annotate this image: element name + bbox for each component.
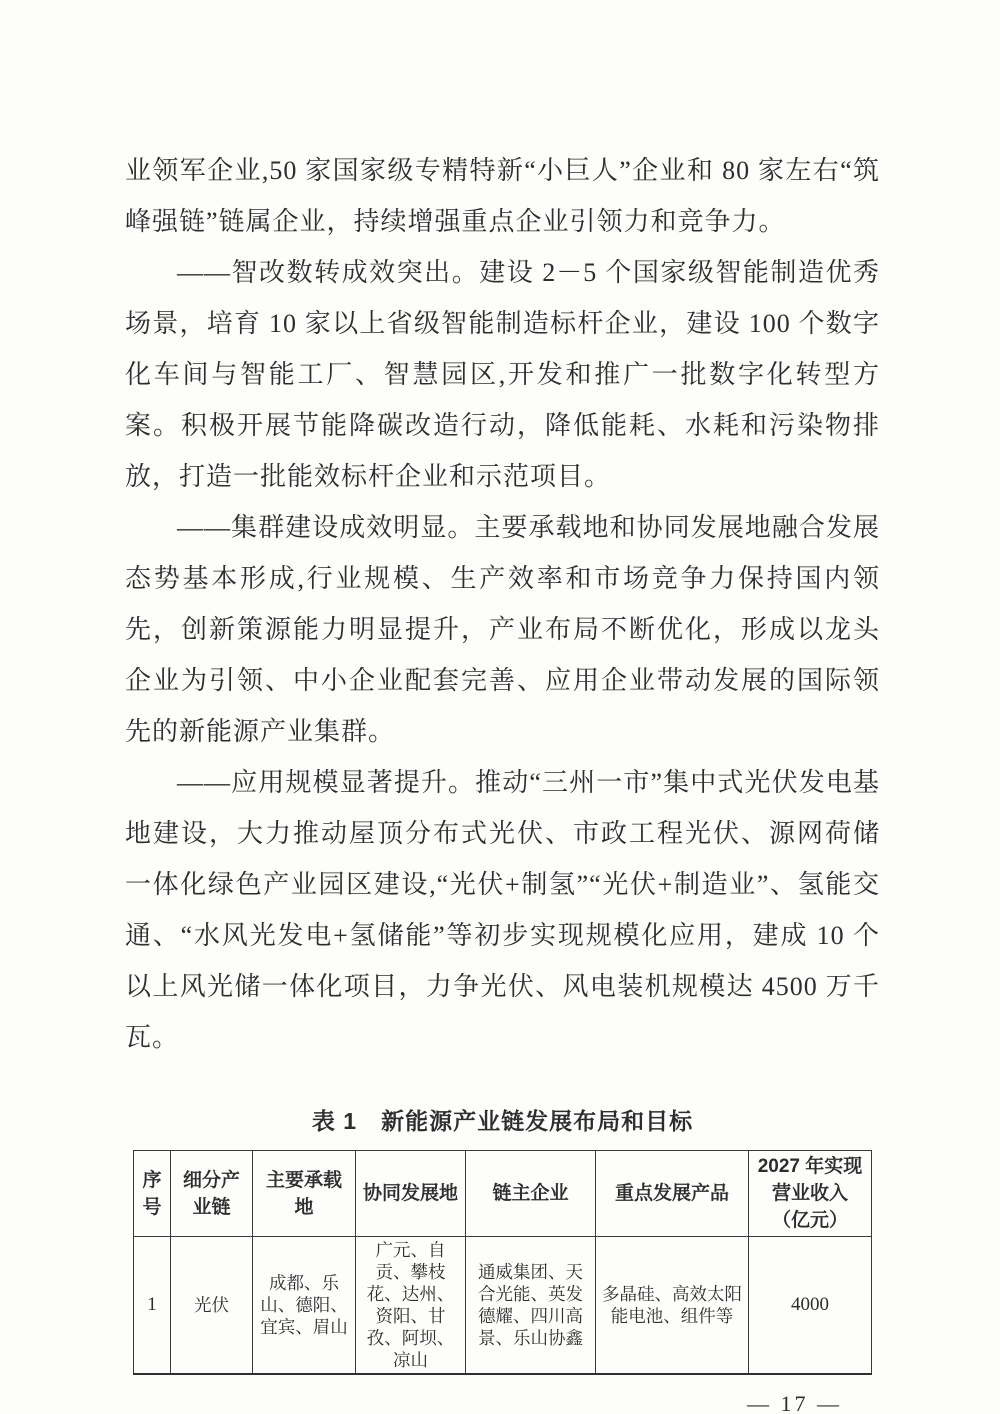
col-header-index: 序号 — [134, 1151, 171, 1237]
table-header-row — [134, 1151, 872, 1237]
table-title: 表 1 新能源产业链发展布局和目标 — [311, 1108, 694, 1134]
cell-segment-chain: 光伏 — [171, 1237, 253, 1375]
body-paragraph-continuation: 业领军企业,50 家国家级专精特新“小巨人”企业和 80 家左右“筑峰强链”链属企业，持续增强重点企业引领力和竞争力。 — [125, 156, 880, 236]
col-header-chain-lead-enterprises: 链主企业 — [466, 1151, 596, 1237]
col-header-2027-revenue: 2027 年实现营业收入（亿元） — [749, 1151, 872, 1237]
cell-codevelopment-area: 广元、自贡、攀枝花、达州、资阳、甘孜、阿坝、凉山 — [356, 1237, 466, 1375]
body-paragraph-application-scale: ——应用规模显著提升。推动“三州一市”集中式光伏发电基地建设，大力推动屋顶分布式光伏、市政工程光伏、源网荷储一体化绿色产业园区建设,“光伏+制氢”“光伏+制造业”、氢能交通、“水风光发电+氢储能”等初步实现规模化应用，建成 10 个以上风光储一体化项目，力争光伏、风电装机规模达 4500 万千瓦。 — [125, 768, 880, 1052]
col-header-codevelopment-area: 协同发展地 — [356, 1151, 466, 1237]
table-row-photovoltaic — [134, 1237, 872, 1375]
col-header-main-carrier: 主要承载地 — [253, 1151, 356, 1237]
cell-chain-lead-enterprises: 通威集团、天合光能、英发德耀、四川高景、乐山协鑫 — [466, 1237, 596, 1375]
body-paragraph-smart-manufacturing: ——智改数转成效突出。建设 2－5 个国家级智能制造优秀场景，培育 10 家以上省级智能制造标杆企业，建设 100 个数字化车间与智能工厂、智慧园区,开发和推广一批数字化转型方案。积极开展节能降碳改造行动，降低能耗、水耗和污染物排放，打造一批能效标杆企业和示范项目。 — [125, 258, 880, 491]
cell-2027-revenue: 4000 — [749, 1237, 872, 1375]
body-paragraph-cluster-building: ——集群建设成效明显。主要承载地和协同发展地融合发展态势基本形成,行业规模、生产效率和市场竞争力保持国内领先，创新策源能力明显提升，产业布局不断优化，形成以龙头企业为引领、中小企业配套完善、应用企业带动发展的国际领先的新能源产业集群。 — [125, 513, 880, 746]
new-energy-industry-table — [133, 1150, 872, 1375]
page-number: — 17 — — [747, 1391, 842, 1414]
cell-key-products: 多晶硅、高效太阳能电池、组件等 — [596, 1237, 749, 1375]
cell-index: 1 — [134, 1237, 171, 1375]
col-header-segment-chain: 细分产业链 — [171, 1151, 253, 1237]
col-header-key-products: 重点发展产品 — [596, 1151, 749, 1237]
cell-main-carrier: 成都、乐山、德阳、宜宾、眉山 — [253, 1237, 356, 1375]
